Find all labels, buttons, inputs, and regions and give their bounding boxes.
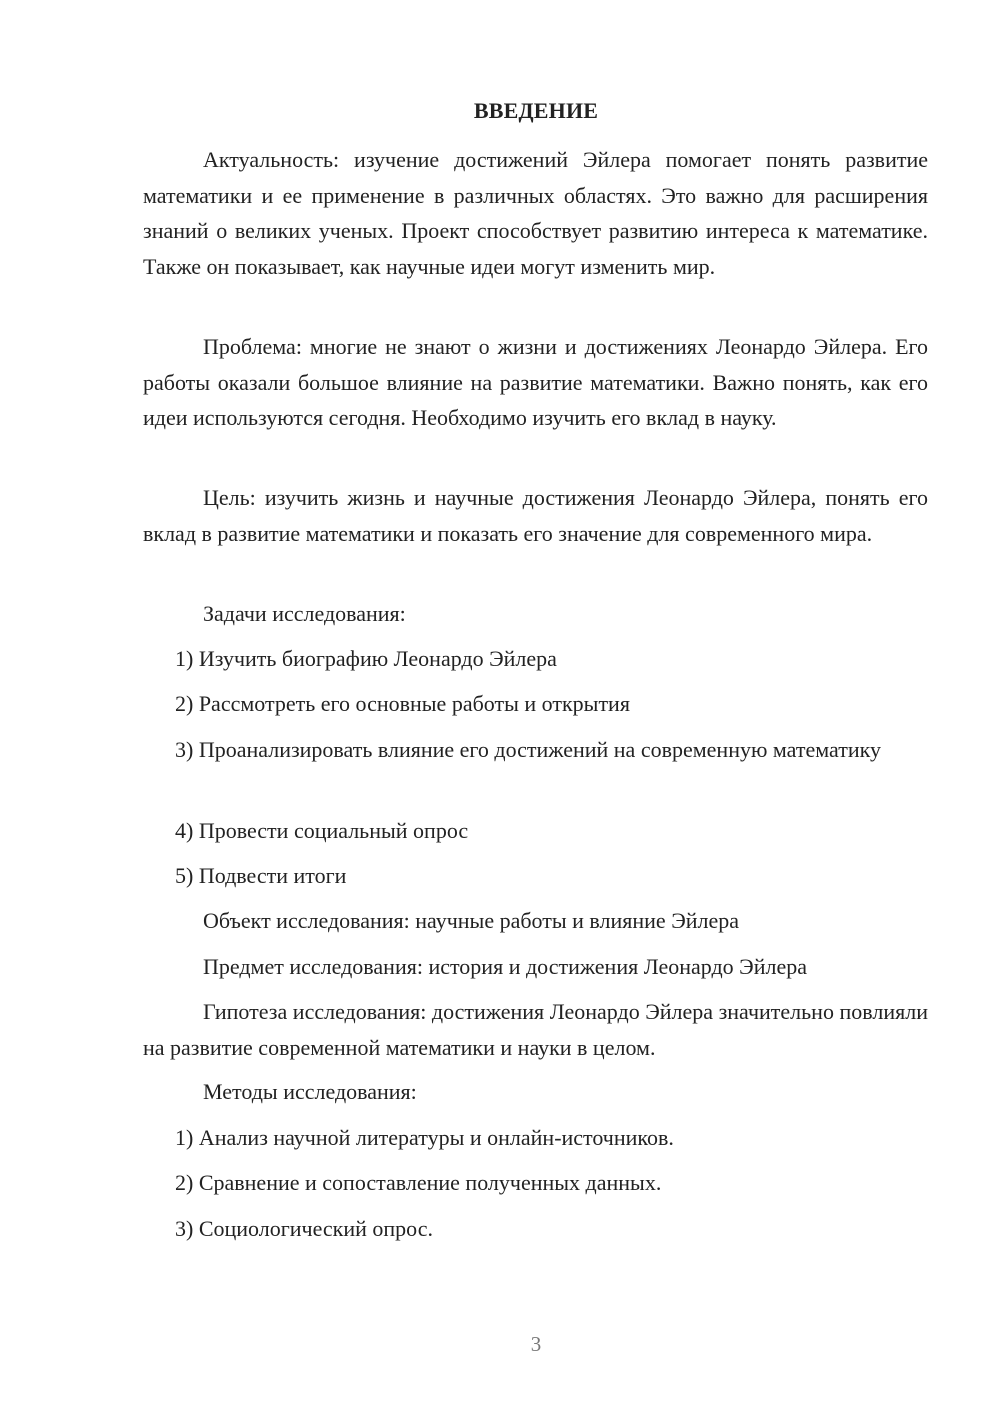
methods-heading: Методы исследования: (203, 1079, 417, 1104)
method-item-2: 2) Сравнение и сопоставление полученных данных. (175, 1170, 662, 1195)
method-item-3: 3) Социологический опрос. (175, 1216, 433, 1241)
subject-line: Предмет исследования: история и достижения Леонардо Эйлера (203, 954, 807, 979)
problem-paragraph: Проблема: многие не знают о жизни и достижениях Леонардо Эйлера. Его работы оказали большое влияние на развитие математики. Важно понять, как его идеи используются сегодня. Необходимо изучить его вклад в науку. (143, 334, 928, 430)
object-line: Объект исследования: научные работы и влияние Эйлера (203, 908, 740, 933)
task-item-4: 4) Провести социальный опрос (175, 818, 469, 843)
task-item-1: 1) Изучить биографию Леонардо Эйлера (175, 646, 557, 671)
section-title: ВВЕДЕНИЕ (473, 98, 599, 123)
goal-paragraph: Цель: изучить жизнь и научные достижения Леонардо Эйлера, понять его вклад в развитие математики и показать его значение для современного мира. (143, 485, 928, 546)
page-number: 3 (530, 1332, 542, 1356)
task-item-3: 3) Проанализировать влияние его достижений на современную математику (175, 737, 881, 762)
task-item-5: 5) Подвести итоги (175, 863, 347, 888)
relevance-paragraph: Актуальность: изучение достижений Эйлера помогает понять развитие математики и ее применение в различных областях. Это важно для расширения знаний о великих ученых. Проект способствует развитию интереса к математике. Также он показывает, как научные идеи могут изменить мир. (143, 147, 928, 279)
hypothesis-paragraph: Гипотеза исследования: достижения Леонардо Эйлера значительно повлияли на развитие современной математики и науки в целом. (143, 999, 928, 1060)
tasks-heading: Задачи исследования: (203, 601, 406, 626)
task-item-2: 2) Рассмотреть его основные работы и открытия (175, 691, 630, 716)
method-item-1: 1) Анализ научной литературы и онлайн-источников. (175, 1125, 674, 1150)
